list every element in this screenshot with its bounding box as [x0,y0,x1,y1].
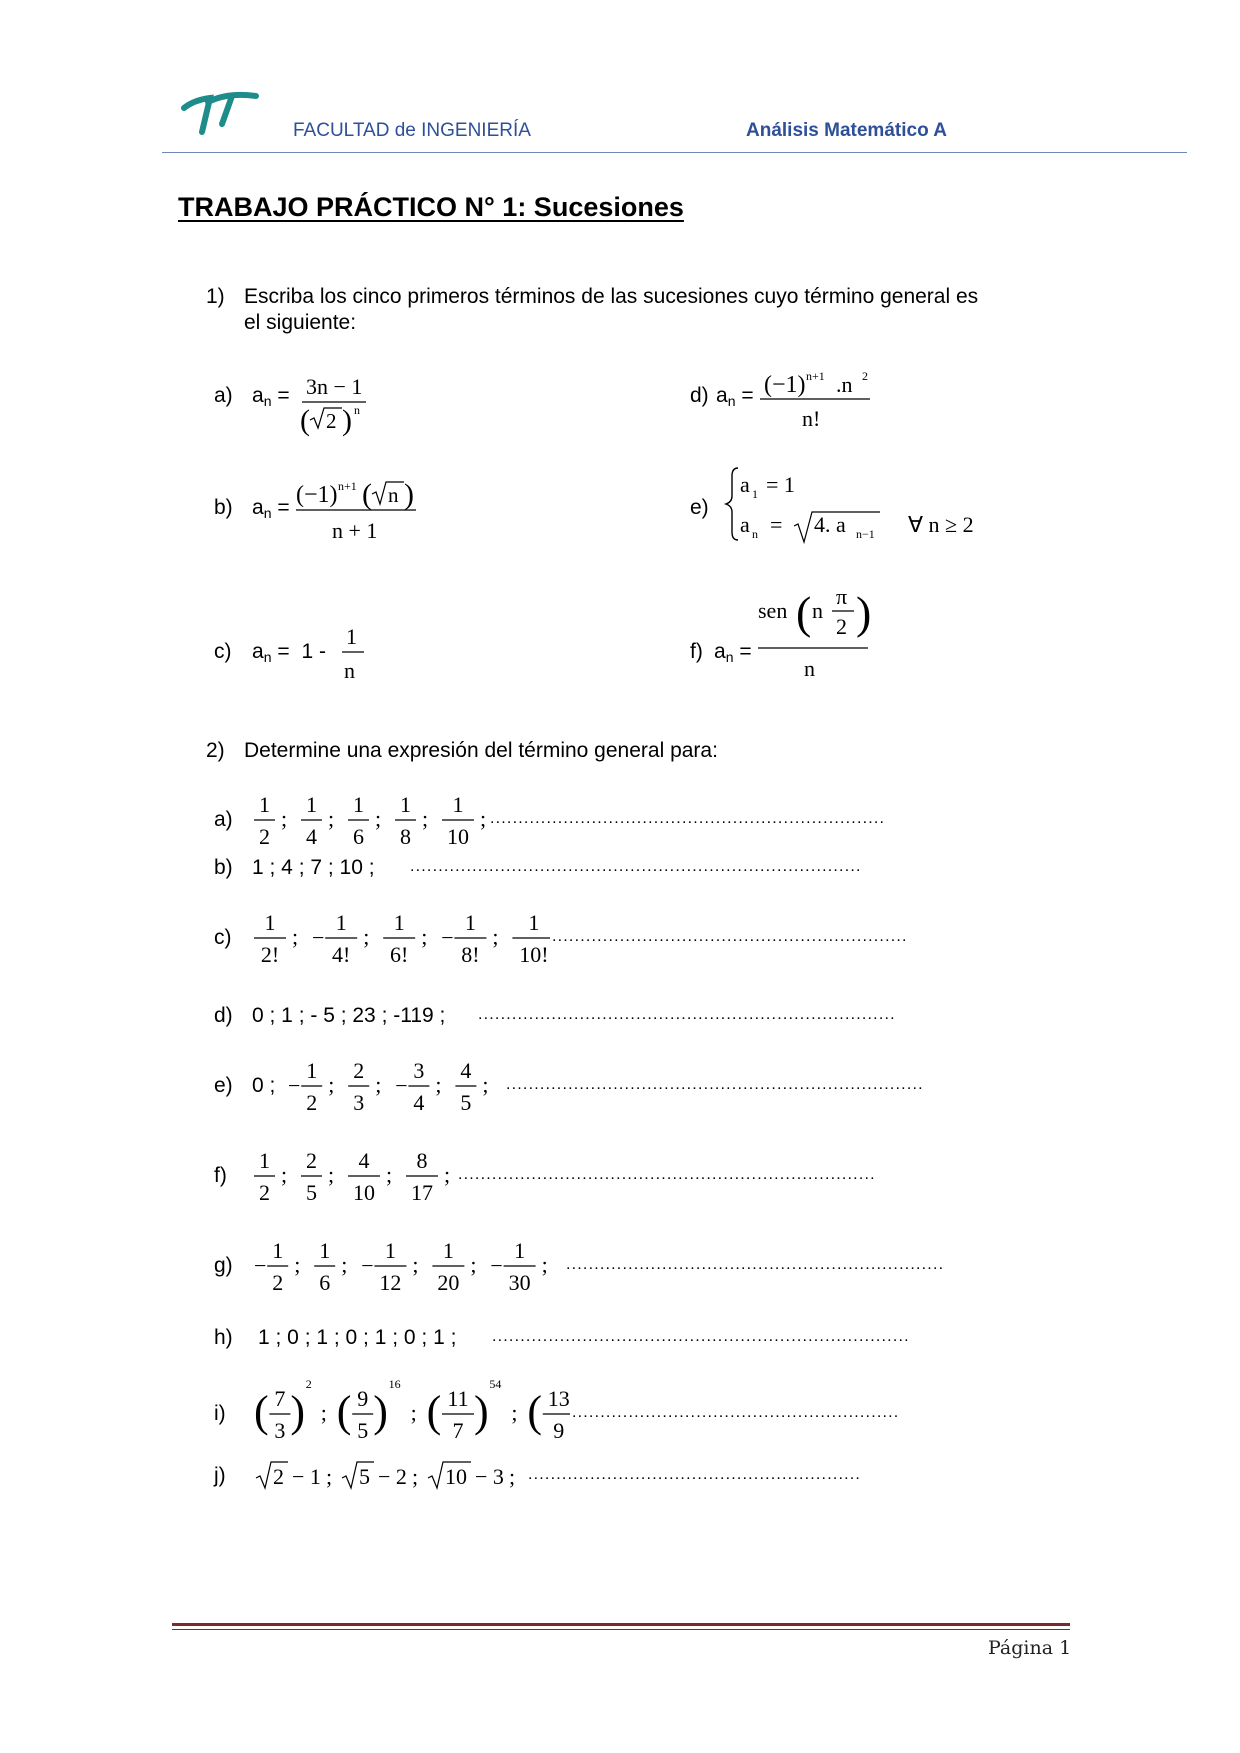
ex2-c-term-sign: − [312,925,325,950]
ex1-a-paren-open: ( [300,404,310,437]
ex2-j-radicand: 10 [445,1464,467,1489]
ex2-f-term-numerator: 8 [416,1148,428,1173]
ex1-d-num-b-exp: 2 [862,369,868,383]
ex1-e-condition: ∀ n ≥ 2 [908,512,974,537]
ex2-c-separator: ; [363,924,370,949]
ex2-i-term-exponent: 2 [305,1377,312,1391]
ex2-e-term-numerator: 1 [306,1058,318,1083]
ex1-d-eq: = [741,384,754,407]
ex2-e-term-denominator: 2 [306,1090,318,1115]
ex1-f-paren-close: ) [856,587,872,638]
ex2-i-paren-close: ) [474,1387,489,1436]
ex2-e-separator: ; [435,1072,442,1097]
ex2-c-term-numerator: 1 [528,910,540,935]
ex2-i-term-denominator: 7 [452,1418,464,1443]
ex2-i-term-denominator: 5 [357,1418,369,1443]
header-faculty: FACULTAD de INGENIERÍA [293,120,531,141]
ex2-f-term-denominator: 5 [306,1180,317,1205]
ex2-b-dots: ................................................................................ [410,858,862,875]
ex1-c-prefix: 1 - [301,640,326,663]
ex1-f-num-fn: sen [758,598,788,623]
ex1-f-num-n: n [812,598,823,623]
ex1-a-den-root: 2 [326,409,337,433]
ex2-i-term-denominator: 9 [553,1418,565,1443]
ex2-h-dots: .......................................................................... [492,1328,910,1345]
ex2-g-term-denominator: 30 [508,1270,531,1295]
footer-divider [172,1623,1070,1626]
ex2-d-sequence: 0 ; 1 ; - 5 ; 23 ; -119 ; [252,1004,446,1027]
ex2-a-fractions [250,786,490,856]
ex2-j-term-rest: − 1 [292,1464,321,1489]
ex2-c-separator: ; [492,924,499,949]
ex1-b-lhs-var: a [252,496,264,519]
ex2-f-term-denominator: 17 [411,1180,433,1205]
ex2-f-dots: .......................................................................... [458,1166,876,1183]
ex2-g-term-numerator: 1 [384,1238,396,1263]
ex1-f-eq: = [739,640,752,663]
ex1-a-lhs [252,384,290,409]
ex2-c-term-numerator: 1 [464,910,476,935]
ex1-d-den: n! [802,406,821,431]
ex2-c-label: c) [214,926,232,949]
ex2-f-term-numerator: 1 [259,1148,270,1173]
ex2-g-separator: ; [412,1252,419,1277]
ex2-g-fractions [250,1232,562,1302]
ex2-i-term-exponent: 16 [388,1377,401,1391]
ex2-e-first: 0 ; [252,1074,276,1097]
ex2-j-separator: ; [509,1464,516,1489]
ex1-f-label: f) [690,640,703,663]
ex1-a-numerator: 3n − 1 [306,374,363,399]
ex1-e-line2-lhs: a [740,512,750,537]
ex2-c-term-sign: − [441,925,454,950]
ex1-b-num-a: (−1) [296,482,338,508]
ex2-c-dots: ............................................................... [552,928,908,945]
ex2-a-separator: ; [281,806,288,831]
ex1-b-den: n + 1 [332,518,378,543]
ex1-e-line1-sub: 1 [752,487,758,501]
ex2-e-label: e) [214,1074,233,1097]
ex1-e-formula [724,462,1004,546]
ex1-d-num-a: (−1) [764,372,806,398]
page-number: Página 1 [988,1637,1072,1659]
ex2-c-sequence [250,904,550,979]
ex2-g-label: g) [214,1254,233,1277]
ex2-f-label: f) [214,1164,227,1187]
ex2-a-term-denominator: 2 [259,824,270,849]
ex1-b-formula [292,470,422,545]
ex2-a-term-numerator: 1 [353,792,364,817]
ex2-i-term-numerator: 13 [547,1386,570,1411]
ex2-i-term-denominator: 3 [274,1418,286,1443]
ex2-g-term-sign: − [490,1253,503,1278]
ex2-a-separator: ; [480,806,487,831]
ex2-g-separator: ; [470,1252,477,1277]
ex1-e-line1-lhs: a [740,472,750,497]
exercise-1-text-line1: Escriba los cinco primeros términos de las sucesiones cuyo término general es [244,285,979,308]
ex1-c-lhs-var: a [252,640,264,663]
ex2-f-sequence [250,1142,450,1217]
ex2-a-term-numerator: 1 [306,792,317,817]
ex2-e-term-numerator: 4 [460,1058,472,1083]
ex2-e-term-sign: − [395,1073,408,1098]
ex1-b-num-exp: n+1 [338,479,357,493]
ex2-g-term-numerator: 1 [272,1238,284,1263]
ex1-c-eq: = [277,640,290,663]
ex2-f-separator: ; [386,1162,393,1187]
ex2-g-term-denominator: 20 [437,1270,460,1295]
ex2-f-term-numerator: 4 [358,1148,370,1173]
ex2-a-sequence [250,786,490,861]
ex1-e-line2-sub: n [752,527,758,541]
ex1-c-lhs [252,640,326,665]
ex2-g-term-sign: − [361,1253,374,1278]
ex1-e-line2-root: 4. a [814,512,846,537]
ex2-e-term-denominator: 5 [460,1090,472,1115]
ex2-h-label: h) [214,1326,233,1349]
ex2-e-term-denominator: 4 [413,1090,425,1115]
ex2-c-term-denominator: 4! [332,942,351,967]
ex1-f-paren-open: ( [796,587,812,638]
ex1-b-paren-open: ( [362,478,372,511]
ex2-a-separator: ; [422,806,429,831]
ex2-c-term-numerator: 1 [264,910,276,935]
ex1-a-label: a) [214,384,233,407]
ex2-g-term-numerator: 1 [442,1238,454,1263]
ex2-a-term-numerator: 1 [259,792,270,817]
ex1-b-lhs [252,496,290,521]
ex2-i-label: i) [214,1402,226,1425]
ex2-i-term-numerator: 9 [357,1386,369,1411]
exercise-2-text: Determine una expresión del término general para: [244,739,718,762]
ex1-c-num: 1 [346,624,357,649]
ex2-i-sequence [250,1374,570,1455]
ex2-b-label: b) [214,856,233,879]
ex2-i-dots: .......................................................... [572,1404,900,1421]
ex2-j-radicals [252,1452,532,1498]
ex2-i-term-numerator: 7 [274,1386,286,1411]
ex2-a-label: a) [214,808,233,831]
ex2-e-term-sign: − [288,1073,301,1098]
ex1-f-lhs-var: a [714,640,726,663]
ex2-i-fractions [250,1374,570,1450]
ex2-g-sequence [250,1232,562,1307]
ex2-g-term-denominator: 6 [319,1270,331,1295]
ex1-d-label: d) [690,384,709,407]
ex2-f-separator: ; [281,1162,288,1187]
ex1-b-lhs-sub: n [263,505,272,521]
ex2-i-paren-open: ( [426,1387,442,1436]
ex2-g-term-numerator: 1 [319,1238,331,1263]
ex2-g-term-numerator: 1 [514,1238,526,1263]
ex2-e-fractions [284,1052,504,1122]
ex2-a-term-denominator: 4 [306,824,317,849]
ex2-g-separator: ; [541,1252,548,1277]
ex2-i-paren-open: ( [336,1387,352,1436]
ex1-b-num-root: n [388,483,399,507]
ex1-a-lhs-sub: n [263,393,272,409]
ex1-e-line2-eq: = [770,512,783,537]
ex1-e-line1-rhs: = 1 [766,472,795,497]
ex2-f-term-denominator: 2 [259,1180,270,1205]
ex2-j-radicand: 5 [359,1464,370,1489]
ex1-f-formula [754,580,874,690]
ex2-i-term-exponent: 54 [489,1377,502,1391]
ex1-c-label: c) [214,640,232,663]
ex1-c-den: n [344,658,355,683]
ex2-g-separator: ; [341,1252,348,1277]
ex1-a-eq: = [277,384,290,407]
ex2-d-label: d) [214,1004,233,1027]
ex2-f-fractions [250,1142,450,1212]
ex2-i-paren-open: ( [254,1387,269,1436]
ex1-a-formula [296,368,376,438]
ex2-j-separator: ; [412,1464,419,1489]
ex1-d-num-b: .n [836,372,853,397]
ex2-b-sequence: 1 ; 4 ; 7 ; 10 ; [252,856,375,879]
ex2-i-term-numerator: 11 [447,1386,469,1411]
ex2-a-separator: ; [328,806,335,831]
ex1-d-lhs [716,384,754,409]
ex2-f-term-denominator: 10 [353,1180,375,1205]
ex2-g-dots: ................................................................... [566,1256,945,1273]
ex2-c-term-numerator: 1 [393,910,405,935]
ex2-g-separator: ; [294,1252,301,1277]
ex2-e-dots: .......................................................................... [506,1076,924,1093]
ex1-b-paren-close: ) [404,478,414,511]
ex1-d-lhs-sub: n [727,393,736,409]
ex2-g-term-sign: − [254,1253,267,1278]
ex1-f-num-pi: π [836,584,848,609]
ex2-e-separator: ; [328,1072,335,1097]
ex2-c-fractions [250,904,550,974]
ex2-a-separator: ; [375,806,382,831]
ex1-c-lhs-sub: n [263,649,272,665]
ex2-j-radicand: 2 [273,1464,284,1489]
ex2-f-term-numerator: 2 [306,1148,317,1173]
ex2-e-separator: ; [482,1072,489,1097]
header-divider [162,152,1187,153]
ex1-f-den: n [804,656,815,681]
ex2-i-separator: ; [410,1400,417,1425]
ex2-i-separator: ; [511,1400,518,1425]
ex1-b-eq: = [277,496,290,519]
ex1-c-formula [338,616,368,686]
exercise-1-text-line2: el siguiente: [244,311,357,334]
header-subject: Análisis Matemático A [746,120,947,141]
footer-divider-thin [172,1629,1070,1630]
ex2-d-dots: .......................................................................... [478,1006,896,1023]
ex1-f-lhs-sub: n [725,649,734,665]
ex2-e-term-numerator: 3 [413,1058,425,1083]
ex2-i-paren-close: ) [290,1387,306,1436]
ex2-f-separator: ; [328,1162,335,1187]
ex2-i-paren-close: ) [373,1387,388,1436]
ex2-h-sequence: 1 ; 0 ; 1 ; 0 ; 1 ; 0 ; 1 ; [258,1326,457,1349]
exercise-1-number: 1) [206,285,225,308]
exercise-1-text [244,284,978,336]
ex1-f-num-two: 2 [836,614,847,639]
ex1-a-den-exp: n [354,403,360,417]
ex1-f-lhs [714,640,752,665]
ex2-j-label: j) [214,1464,226,1487]
ex2-e-term-denominator: 3 [353,1090,365,1115]
ex2-j-sequence [252,1452,532,1503]
ex2-c-separator: ; [292,924,299,949]
ex2-i-separator: ; [320,1400,327,1425]
ex2-a-dots: ...................................................................... [490,810,886,827]
ex2-f-separator: ; [444,1162,450,1187]
ex1-b-label: b) [214,496,233,519]
faculty-logo-icon [180,88,262,138]
ex1-a-paren-close: ) [342,404,352,437]
ex2-j-dots: ........................................................... [528,1466,862,1483]
ex2-e-separator: ; [375,1072,382,1097]
ex2-j-term-rest: − 2 [378,1464,407,1489]
ex2-c-term-denominator: 6! [390,942,409,967]
ex2-a-term-denominator: 10 [447,824,469,849]
ex2-e-sequence [284,1052,504,1127]
ex1-e-line2-root-sub: n−1 [856,527,875,541]
ex2-j-separator: ; [326,1464,333,1489]
ex2-g-term-denominator: 12 [379,1270,402,1295]
ex2-c-term-denominator: 10! [519,942,549,967]
ex1-d-num-exp: n+1 [806,369,825,383]
ex2-i-paren-open: ( [527,1387,543,1436]
ex2-c-term-numerator: 1 [335,910,347,935]
ex1-e-label: e) [690,496,709,519]
ex2-a-term-denominator: 6 [353,824,364,849]
ex2-a-term-numerator: 1 [400,792,411,817]
ex2-c-separator: ; [421,924,428,949]
page-title: TRABAJO PRÁCTICO N° 1: Sucesiones [178,192,684,222]
ex2-a-term-denominator: 8 [400,824,411,849]
exercise-2-number: 2) [206,739,225,762]
ex1-d-formula [756,360,876,435]
ex1-a-lhs-var: a [252,384,264,407]
ex2-a-term-numerator: 1 [452,792,464,817]
ex2-e-term-numerator: 2 [353,1058,365,1083]
ex2-c-term-denominator: 8! [461,942,480,967]
ex2-j-term-rest: − 3 [475,1464,504,1489]
ex2-c-term-denominator: 2! [260,942,280,967]
ex1-d-lhs-var: a [716,384,728,407]
ex2-g-term-denominator: 2 [272,1270,284,1295]
